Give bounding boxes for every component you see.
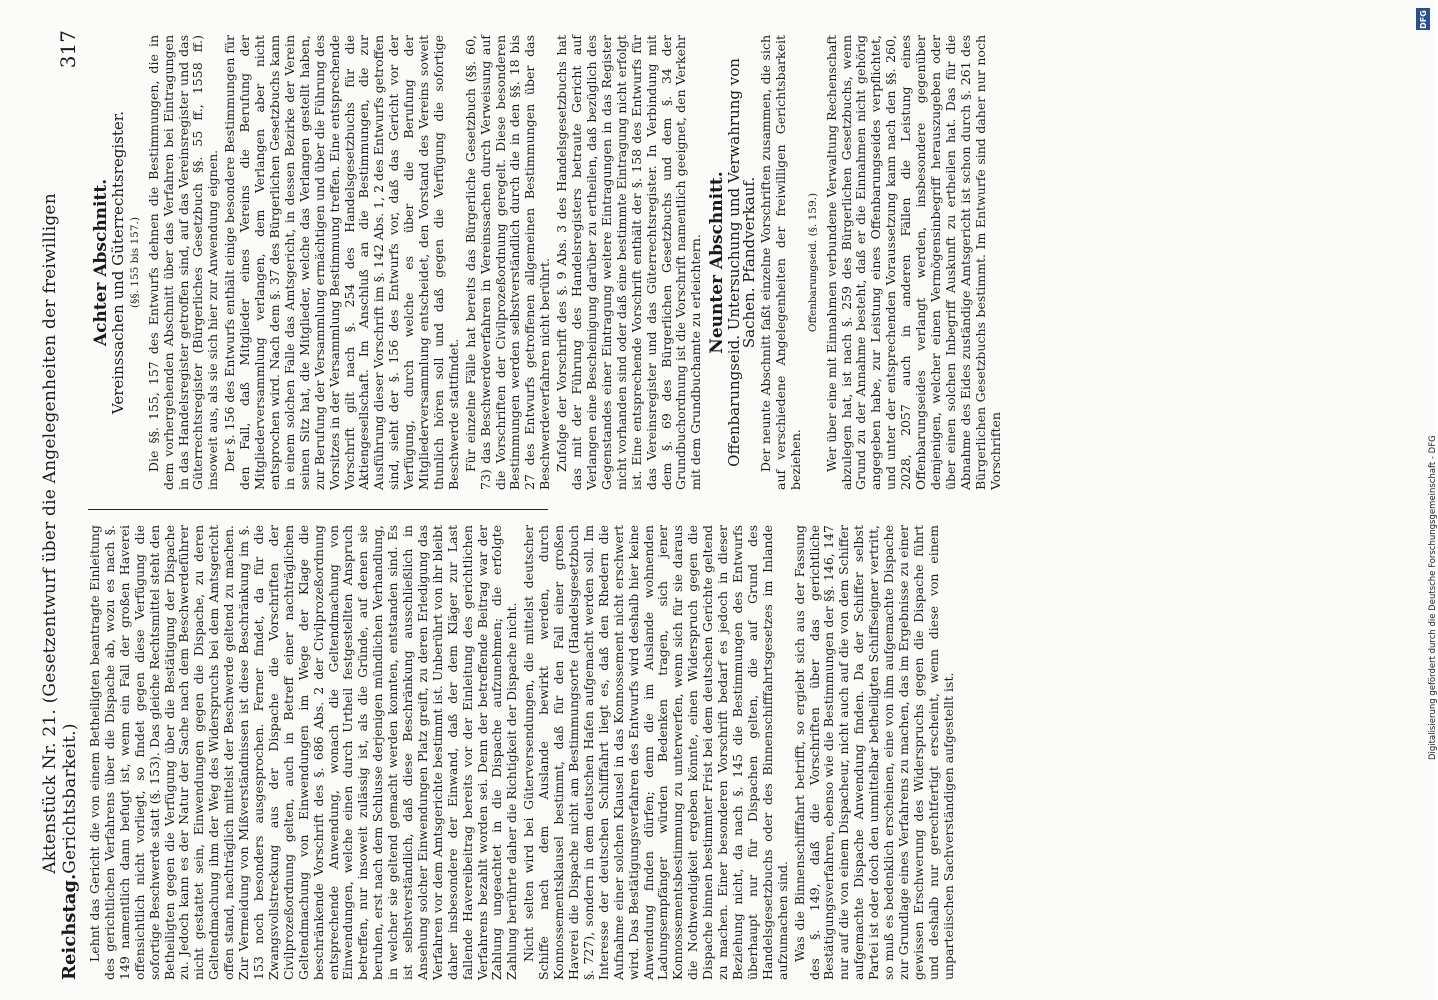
dfg-logo-icon: DFG <box>1416 8 1430 30</box>
section-heading: Achter Abschnitt. <box>91 178 111 347</box>
header-title: Aktenstück Nr. 21. (Gesetzentwurf über die Angelegenheiten der freiwilligen Gerichtsbarkeit.) <box>40 193 80 874</box>
text-columns <box>88 30 1388 980</box>
paragraph: Für einzelne Fälle hat bereits das Bürgerliche Gesetzbuch (§§. 60, 73) das Beschwerdeverfahren in Vereinssachen durch Verweisung auf die Vorschriften der Civilprozeßordnung geregelt. Diese besonderen Bestimmungen werden selbstverständlich durch die in den §§. 18 bis 27 des Entwurfs getroffenen allgemeinen Bestimmungen über das Beschwerdeverfahren nicht berührt. <box>462 35 553 490</box>
page-header <box>40 30 80 980</box>
section-heading: Neunter Abschnitt. <box>707 171 728 354</box>
section-title: Vereinssachen und Güterrechtsregister. <box>108 110 127 415</box>
paragraph: Der neunte Abschnitt faßt einzelne Vorschriften zusammen, die sich auf verschiedene Angelegenheiten der freiwilligen Gerichtsbarkeit beziehen. <box>757 35 803 490</box>
oath-label: Offenbarungseid. <box>806 239 819 333</box>
paragraph: Was die Binnenschifffahrt betrifft, so ergiebt sich aus der Fassung des §. 149, daß die Vorschriften über das gerichtliche Bestätigungsverfahren, ebenso wie die Bestimmungen der §§. 146, 147 nur auf die von einem Dispacheur, nicht auch auf die von dem Schiffer aufgemachte Dispache Anwendung finden. Da der Schiffer selbst Partei ist oder doch den unmittelbar betheiligten Schiffseigner vertritt, so muß es bedenklich erscheinen, eine von ihm aufgemachte Dispache zur Grundlage eines Verfahrens zu machen, das im Ergebnisse zu einer gewissen Erschwerung des Widerspruchs gegen die Dispache führt und deshalb nur gerechtfertigt erscheint, wenn diese von einem unparteiischen Sachverständigen aufgestellt ist. <box>791 525 956 980</box>
digitization-note: Digitalisierung gefördert durch die Deutsche Forschungsgemeinschaft - DFG <box>1428 435 1438 760</box>
subsection-ref <box>806 35 821 490</box>
right-column <box>88 35 1005 490</box>
section-ref: (§§. 155 bis 157.) <box>128 217 141 308</box>
paragraph: Die §§. 155, 157 des Entwurfs dehnen die Bestimmungen, die in dem vorhergehenden Abschnitt über das Verfahren bei Eintragungen in das Handelsregister getroffen sind, auf das Vereinsregister und das Güterrechtsregister (Bürgerliches Gesetzbuch §§. 55 ff., 1558 ff.) insoweit aus, als sie sich hier zur Anwendung eignen. <box>145 35 221 490</box>
section-title: Offenbarungseid. Untersuchung und Verwahrung von Sachen. Pfandverkauf. <box>725 58 759 467</box>
column-divider <box>88 509 548 510</box>
page-number: 317 <box>56 30 80 69</box>
paragraph: Der §. 156 des Entwurfs enthält einige besondere Bestimmungen für den Fall, daß Mitglieder eines Vereins die Berufung der Mitgliederversammlung verlangen, dem Verlangen aber nicht entsprochen wird. Nach dem §. 37 des Bürgerlichen Gesetzbuchs kann in einem solchen Falle das Amtsgericht, in dessen Bezirke der Verein seinen Sitz hat, die Mitglieder, welche das Verlangen gestellt haben, zur Berufung der Versammlung ermächtigen und über die Führung des Vorsitzes in der Versammlung Bestimmung treffen. Eine entsprechende Vorschrift gilt nach §. 254 des Handelsgesetzbuchs für die Aktiengesellschaft. Im Anschluß an die Bestimmungen, die zur Ausführung dieser Vorschrift im §. 142 Abs. 1, 2 des Entwurfs getroffen sind, sieht der §. 156 des Entwurfs vor, daß das Gericht vor der Verfügung, durch welche es über die Berufung der Mitgliederversammlung entscheidet, den Vorstand des Vereins soweit thunlich hören soll und daß gegen die Verfügung die sofortige Beschwerde stattfindet. <box>222 35 461 490</box>
paragraph: Lehnt das Gericht die von einem Betheiligten beantragte Einleitung des gerichtlichen Verfahrens über die Dispache ab, wozu es nach §. 149 namentlich dann befugt ist, wenn ein Fall der großen Haverei offensichtlich nicht vorliegt, so findet gegen diese Verfügung die sofortige Beschwerde statt (§. 153). Das gleiche Rechtsmittel steht den Betheiligten gegen die Verfügung über die Bestätigung der Dispache zu. Jedoch kann es der Natur der Sache nach dem Beschwerdeführer nicht gestattet sein, Einwendungen gegen die Dispache, zu deren Geltendmachung ihm der Weg des Widerspruchs bei dem Amtsgericht offen stand, nachträglich mittelst der Beschwerde geltend zu machen. Zur Vermeidung von Mißverständnissen ist diese Beschränkung im §. 153 noch besonders ausgesprochen. Ferner findet, da für die Zwangsvollstreckung aus der Dispache die Vorschriften der Civilprozeßordnung gelten, auch in Betreff einer nachträglichen Geltendmachung von Einwendungen im Wege der Klage die beschränkende Vorschrift des §. 686 Abs. 2 der Civilprozeßordnung entsprechende Anwendung, wonach die Geltendmachung von Einwendungen, welche einen durch Urtheil festgestellten Anspruch betreffen, nur insoweit zulässig ist, als die Gründe, auf denen sie beruhen, erst nach dem Schlusse derjenigen mündlichen Verhandlung, in welcher sie geltend gemacht werden konnten, entstanden sind. Es ist selbstverständlich, daß diese Beschränkung ausschließlich in Ansehung solcher Einwendungen Platz greift, zu deren Erledigung das Verfahren vor dem Amtsgerichte bestimmt ist. Unberührt von ihr bleibt daher insbesondere der Einwand, daß der dem Kläger zur Last fallende Havereibeitrag bereits vor der Einleitung des gerichtlichen Verfahrens bezahlt worden sei. Denn der betreffende Beitrag war der Zahlung ungeachtet in die Dispache aufzunehmen; die erfolgte Zahlung berührte daher die Richtigkeit der Dispache nicht. <box>87 525 520 980</box>
rotated-page-content <box>40 30 1400 980</box>
oath-ref: (§. 159.) <box>806 192 819 237</box>
header-left: Reichstag. <box>59 873 80 980</box>
paragraph: Nicht selten wird bei Güterversendungen, die mittelst deutscher Schiffe nach dem Auslande bewirkt werden, durch Konnossementsklausel bestimmt, daß für den Fall einer großen Haverei die Dispache nicht am Bestimmungsorte (Handelsgesetzbuch §. 727), sondern in dem deutschen Hafen aufgemacht werden soll. Im Interesse der deutschen Schifffahrt liegt es, daß den Rhedern die Aufnahme einer solchen Klausel in das Konnossement nicht erschwert wird. Das Bestätigungsverfahren des Entwurfs wird deshalb hier keine Anwendung finden dürfen; denn die im Auslande wohnenden Ladungsempfänger würden Bedenken tragen, sich jener Konnossementsbestimmung zu unterwerfen, wenn sich für sie daraus die Nothwendigkeit ergeben könnte, einen Widerspruch gegen die Dispache binnen bestimmter Frist bei dem deutschen Gerichte geltend zu machen. Einer besonderen Vorschrift bedarf es jedoch in dieser Beziehung nicht, da nach §. 145 die Bestimmungen des Entwurfs überhaupt nur für Dispachen gelten, die auf Grund des Handelsgesetzbuchs oder des Binnenschifffahrtsgesetzes im Inlande aufzumachen sind. <box>521 525 790 980</box>
paragraph: Wer über eine mit Einnahmen verbundene Verwaltung Rechenschaft abzulegen hat, ist nach §. 259 des Bürgerlichen Gesetzbuchs, wenn Grund zu der Annahme besteht, daß er die Einnahmen nicht gehörig angegeben habe, zur Leistung eines Offenbarungseides verpflichtet, und unter der entsprechenden Voraussetzung kann nach den §§. 260, 2028, 2057 auch in anderen Fällen die Leistung eines Offenbarungseides verlangt werden, insbesondere gegenüber demjenigen, welcher einen Vermögensinbegriff herauszugeben oder über einen solchen Inbegriff Auskunft zu ertheilen hat. Das für die Abnahme des Eides zuständige Amtsgericht ist schon durch §. 261 des Bürgerlichen Gesetzbuchs bestimmt. Im Entwurfe sind daher nur noch Vorschriften <box>823 35 1003 490</box>
paragraph: Zufolge der Vorschrift des §. 9 Abs. 3 des Handelsgesetzbuchs hat das mit der Führung des Handelsregisters betraute Gericht auf Verlangen eine Bescheinigung darüber zu ertheilen, daß bezüglich des Gegenstandes einer Eintragung weitere Eintragungen in das Register nicht vorhanden sind oder daß eine bestimmte Eintragung nicht erfolgt ist. Eine entsprechende Vorschrift enthält der §. 158 des Entwurfs für das Vereinsregister und das Güterrechtsregister. In Verbindung mit dem §. 69 des Bürgerlichen Gesetzbuchs und dem §. 34 der Grundbuchordnung ist die Vorschrift namentlich geeignet, den Verkehr mit dem Grundbuchamte zu erleichtern. <box>554 35 704 490</box>
left-column <box>88 525 959 980</box>
